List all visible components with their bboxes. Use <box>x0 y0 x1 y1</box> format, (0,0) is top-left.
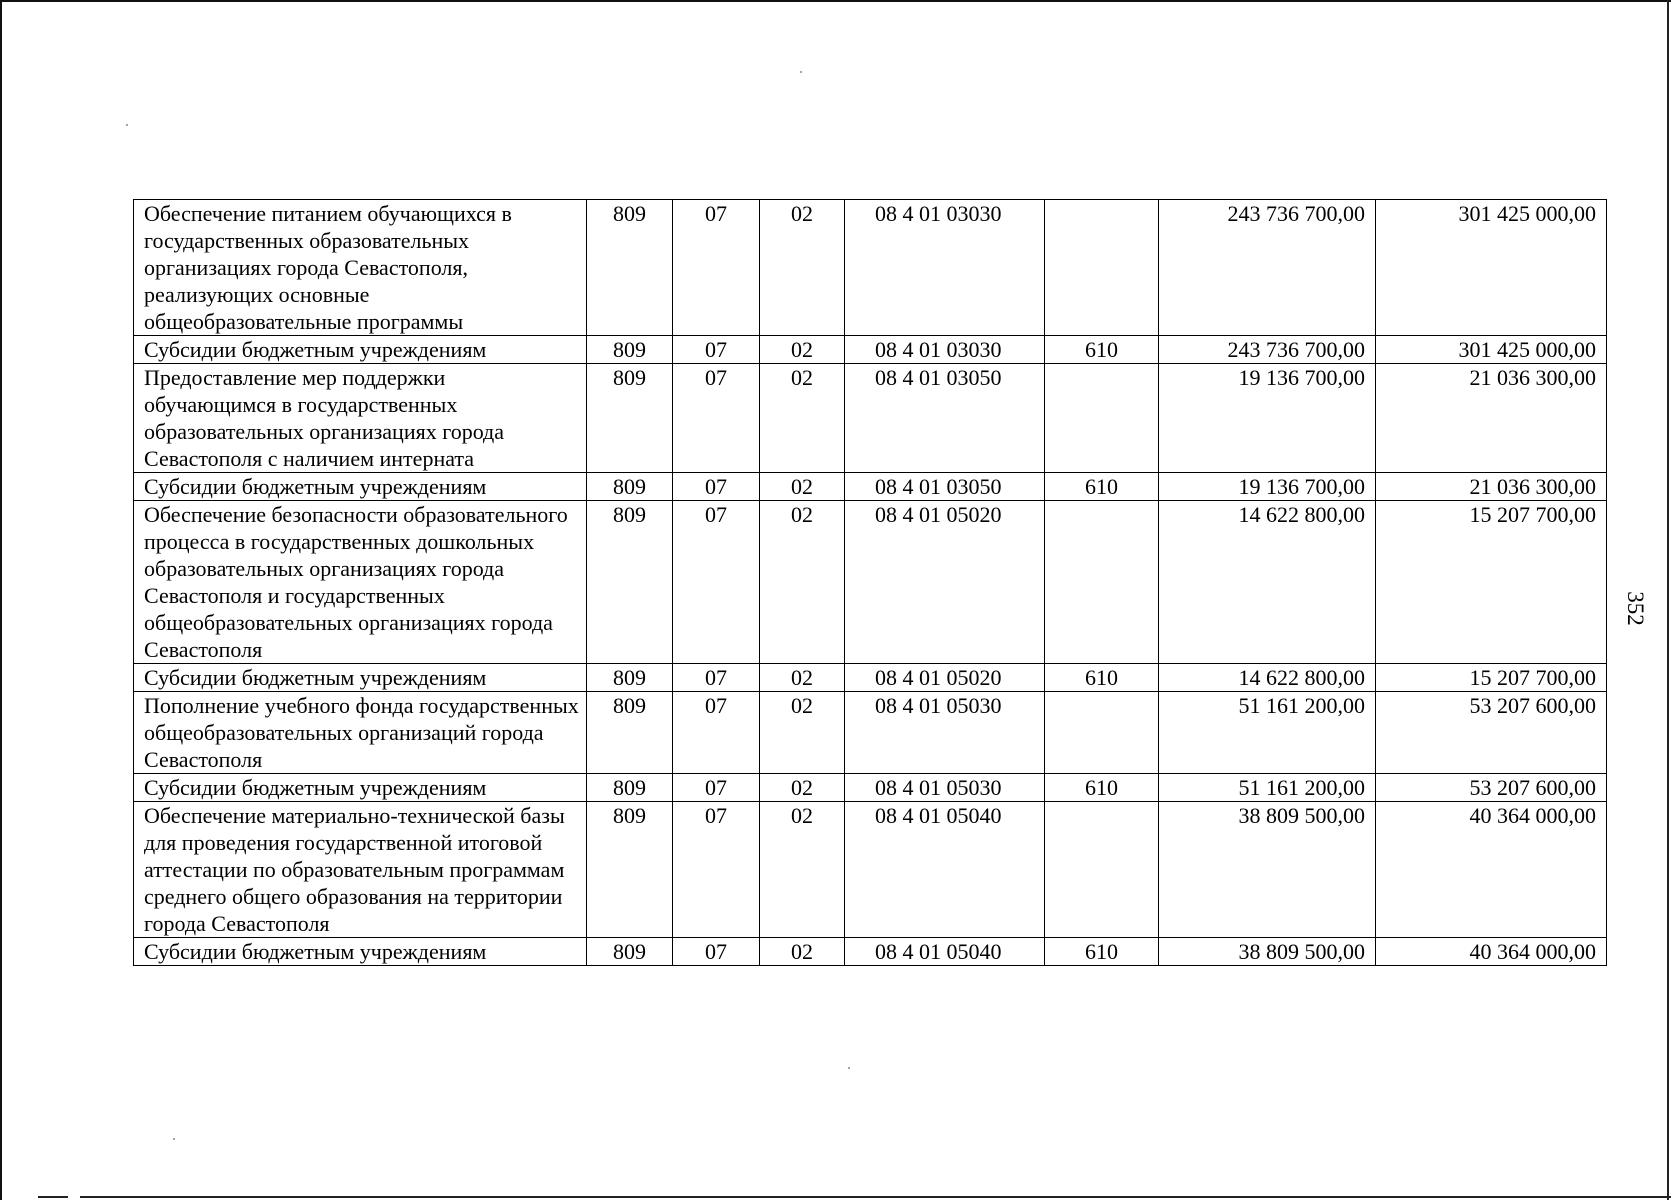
budget-table-body <box>134 200 1607 966</box>
row-section-code: 07 <box>673 664 760 692</box>
scan-speck <box>848 1067 850 1069</box>
row-ministry-code: 809 <box>587 336 673 364</box>
row-section-code: 07 <box>673 692 760 774</box>
row-expense-type: 610 <box>1045 473 1159 501</box>
row-section-code: 07 <box>673 473 760 501</box>
row-expense-type <box>1045 364 1159 473</box>
row-ministry-code: 809 <box>587 364 673 473</box>
row-name: Субсидии бюджетным учреждениям <box>134 473 587 501</box>
row-amount-1: 243 736 700,00 <box>1159 200 1376 336</box>
row-name: Субсидии бюджетным учреждениям <box>134 664 587 692</box>
row-amount-2: 21 036 300,00 <box>1376 364 1607 473</box>
row-amount-1: 51 161 200,00 <box>1159 692 1376 774</box>
row-expense-type: 610 <box>1045 938 1159 966</box>
row-subsection-code: 02 <box>760 364 845 473</box>
row-subsection-code: 02 <box>760 692 845 774</box>
table-row <box>134 473 1607 501</box>
row-target-code: 08 4 01 05030 <box>845 774 1045 802</box>
table-row <box>134 501 1607 664</box>
row-amount-1: 243 736 700,00 <box>1159 336 1376 364</box>
page-number: 352 <box>1622 591 1648 626</box>
row-name: Пополнение учебного фонда государственных общеобразовательных организаций города Севастополя <box>134 692 587 774</box>
row-expense-type: 610 <box>1045 336 1159 364</box>
table-row <box>134 938 1607 966</box>
row-amount-1: 14 622 800,00 <box>1159 501 1376 664</box>
row-name: Субсидии бюджетным учреждениям <box>134 336 587 364</box>
row-subsection-code: 02 <box>760 336 845 364</box>
row-name: Обеспечение безопасности образовательного процесса в государственных дошкольных образовательных организациях города Севастополя и государственных общеобразовательных организациях города Севастополя <box>134 501 587 664</box>
row-amount-1: 51 161 200,00 <box>1159 774 1376 802</box>
row-section-code: 07 <box>673 200 760 336</box>
row-amount-2: 40 364 000,00 <box>1376 938 1607 966</box>
row-amount-1: 38 809 500,00 <box>1159 938 1376 966</box>
table-row <box>134 692 1607 774</box>
row-name: Субсидии бюджетным учреждениям <box>134 938 587 966</box>
row-amount-1: 38 809 500,00 <box>1159 802 1376 938</box>
row-ministry-code: 809 <box>587 501 673 664</box>
row-subsection-code: 02 <box>760 802 845 938</box>
row-target-code: 08 4 01 05040 <box>845 938 1045 966</box>
row-ministry-code: 809 <box>587 473 673 501</box>
row-target-code: 08 4 01 05020 <box>845 664 1045 692</box>
row-section-code: 07 <box>673 501 760 664</box>
table-row <box>134 664 1607 692</box>
row-target-code: 08 4 01 03030 <box>845 336 1045 364</box>
row-amount-2: 15 207 700,00 <box>1376 664 1607 692</box>
row-subsection-code: 02 <box>760 774 845 802</box>
row-amount-1: 19 136 700,00 <box>1159 473 1376 501</box>
table-row <box>134 336 1607 364</box>
row-target-code: 08 4 01 03050 <box>845 473 1045 501</box>
row-amount-2: 301 425 000,00 <box>1376 200 1607 336</box>
row-expense-type <box>1045 692 1159 774</box>
row-amount-1: 19 136 700,00 <box>1159 364 1376 473</box>
table-row <box>134 200 1607 336</box>
row-subsection-code: 02 <box>760 473 845 501</box>
row-subsection-code: 02 <box>760 664 845 692</box>
row-name: Субсидии бюджетным учреждениям <box>134 774 587 802</box>
page-edge-top <box>0 0 1671 2</box>
row-section-code: 07 <box>673 938 760 966</box>
row-target-code: 08 4 01 05020 <box>845 501 1045 664</box>
bottom-dash <box>38 1196 68 1198</box>
row-section-code: 07 <box>673 364 760 473</box>
table-row <box>134 364 1607 473</box>
row-target-code: 08 4 01 03050 <box>845 364 1045 473</box>
row-amount-2: 15 207 700,00 <box>1376 501 1607 664</box>
row-ministry-code: 809 <box>587 938 673 966</box>
scan-speck <box>173 1138 175 1140</box>
row-expense-type: 610 <box>1045 664 1159 692</box>
row-amount-1: 14 622 800,00 <box>1159 664 1376 692</box>
row-target-code: 08 4 01 05030 <box>845 692 1045 774</box>
row-expense-type <box>1045 802 1159 938</box>
row-ministry-code: 809 <box>587 692 673 774</box>
row-name: Обеспечение материально-технической базы для проведения государственной итоговой аттестации по образовательным программам среднего общего образования на территории города Севастополя <box>134 802 587 938</box>
row-section-code: 07 <box>673 336 760 364</box>
row-target-code: 08 4 01 05040 <box>845 802 1045 938</box>
row-target-code: 08 4 01 03030 <box>845 200 1045 336</box>
row-ministry-code: 809 <box>587 200 673 336</box>
page-edge-right <box>1667 0 1669 1200</box>
row-subsection-code: 02 <box>760 501 845 664</box>
scan-speck <box>800 71 802 73</box>
row-amount-2: 21 036 300,00 <box>1376 473 1607 501</box>
row-ministry-code: 809 <box>587 664 673 692</box>
row-amount-2: 40 364 000,00 <box>1376 802 1607 938</box>
row-expense-type <box>1045 200 1159 336</box>
row-ministry-code: 809 <box>587 774 673 802</box>
row-amount-2: 53 207 600,00 <box>1376 774 1607 802</box>
row-section-code: 07 <box>673 774 760 802</box>
row-subsection-code: 02 <box>760 938 845 966</box>
row-name: Обеспечение питанием обучающихся в государственных образовательных организациях города Севастополя, реализующих основные общеобразовательные программы <box>134 200 587 336</box>
scan-speck <box>126 124 128 126</box>
row-name: Предоставление мер поддержки обучающимся в государственных образовательных организациях города Севастополя с наличием интерната <box>134 364 587 473</box>
table-row <box>134 802 1607 938</box>
row-subsection-code: 02 <box>760 200 845 336</box>
row-section-code: 07 <box>673 802 760 938</box>
bottom-rule <box>80 1196 1671 1198</box>
table-row <box>134 774 1607 802</box>
row-ministry-code: 809 <box>587 802 673 938</box>
row-amount-2: 53 207 600,00 <box>1376 692 1607 774</box>
row-amount-2: 301 425 000,00 <box>1376 336 1607 364</box>
page-edge-left <box>0 0 2 1200</box>
budget-table <box>133 199 1607 966</box>
row-expense-type: 610 <box>1045 774 1159 802</box>
row-expense-type <box>1045 501 1159 664</box>
